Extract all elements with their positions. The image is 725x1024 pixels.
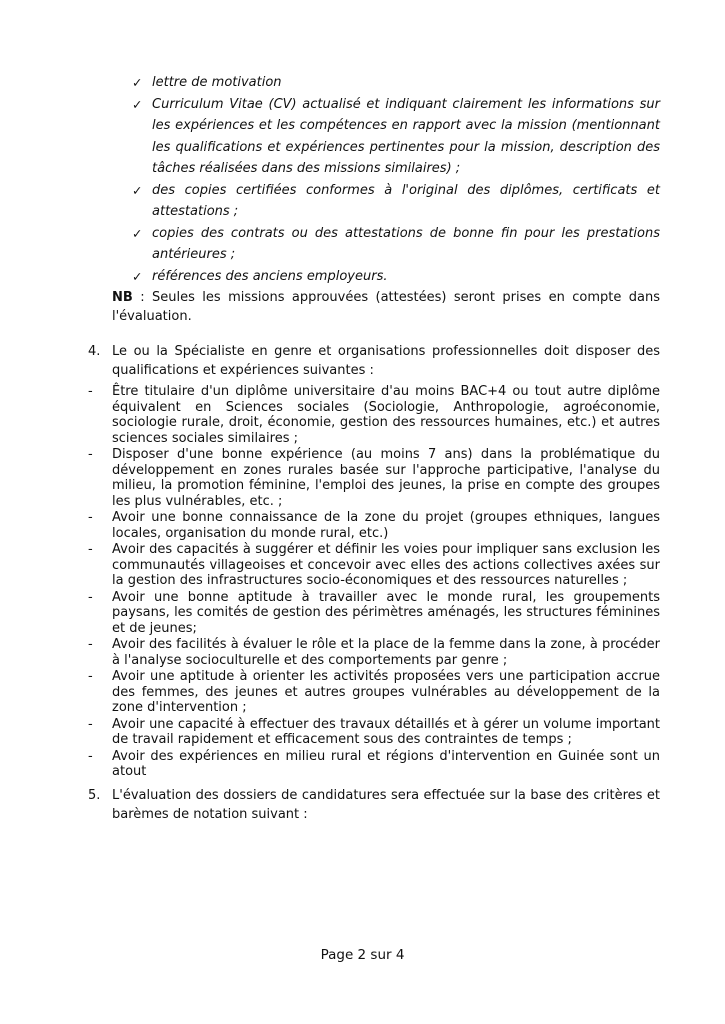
- section-5-paragraph: [88, 786, 660, 824]
- checkmark-icon: ✓: [132, 182, 143, 198]
- list-item: - Avoir une capacité à effectuer des travaux détaillés et à gérer un volume important de travail rapidement et efficacement sous des contraintes de temps ;: [88, 716, 660, 747]
- dash-bullet: -: [88, 716, 93, 732]
- dash-bullet: -: [88, 637, 93, 652]
- section-text: Le ou la Spécialiste en genre et organisations professionnelles doit disposer des qualifications et expériences suivantes :: [112, 344, 660, 378]
- checkmark-icon: ✓: [132, 268, 143, 284]
- checklist-item: ✓ références des anciens employeurs.: [132, 266, 660, 288]
- section-4-paragraph: [88, 342, 660, 380]
- page-number-footer: Page 2 sur 4: [320, 947, 405, 963]
- list-item: - Avoir une bonne connaissance de la zone du projet (groupes ethniques, langues locales, organisation du monde rural, etc.): [88, 510, 660, 541]
- checklist-item: ✓ copies des contrats ou des attestations de bonne fin pour les prestations antérieures ;: [132, 223, 660, 266]
- list-item: - Être titulaire d'un diplôme universitaire d'au moins BAC+4 ou tout autre diplôme équivalent en Sciences sociales (Sociologie, Anthropologie, agroéconomie, sociologie rurale, droit, économie, gestion des ressources humaines, etc.) et autres sciences sociales similaires ;: [88, 384, 660, 446]
- dash-bullet: -: [88, 589, 93, 605]
- dash-bullet: -: [88, 542, 93, 557]
- checklist-item: ✓ Curriculum Vitae (CV) actualisé et indiquant clairement les informations sur les expériences et les compétences en rapport avec la mission (mentionnant les qualifications et expériences pertinentes pour la mission, description des tâches réalisées dans des missions similaires) ;: [132, 94, 660, 180]
- required-documents-list: [132, 72, 660, 287]
- nb-text: : Seules les missions approuvées (attestées) seront prises en compte dans l'évaluation.: [112, 290, 660, 324]
- nb-note: [112, 288, 660, 326]
- list-item: - Avoir des capacités à suggérer et définir les voies pour impliquer sans exclusion les communautés villageoises et concevoir avec elles des actions collectives axées sur la gestion des infrastructures socio-économiques et des ressources naturelles ;: [88, 542, 660, 588]
- dash-bullet: -: [88, 510, 93, 525]
- dash-bullet: -: [88, 447, 93, 462]
- dash-bullet: -: [88, 748, 93, 764]
- nb-label: NB: [112, 290, 133, 305]
- list-item: - Avoir une bonne aptitude à travailler avec le monde rural, les groupements paysans, les comités de gestion des périmètres aménagés, les structures féminines et de jeunes;: [88, 589, 660, 636]
- dash-bullet: -: [88, 384, 93, 399]
- section-number: 5.: [88, 788, 101, 803]
- checklist-item: ✓ lettre de motivation: [132, 72, 660, 94]
- checklist-item: ✓ des copies certifiées conformes à l'original des diplômes, certificats et attestations ;: [132, 180, 660, 223]
- checkmark-icon: ✓: [132, 75, 143, 90]
- list-item: - Avoir une aptitude à orienter les activités proposées vers une participation accrue des femmes, des jeunes et autres groupes vulnérables au développement de la zone d'intervention ;: [88, 669, 660, 715]
- checkmark-icon: ✓: [132, 96, 143, 112]
- dash-bullet: -: [88, 669, 93, 684]
- section-text: L'évaluation des dossiers de candidatures sera effectuée sur la base des critères et barèmes de notation suivant :: [112, 788, 660, 822]
- qualifications-list: [88, 384, 660, 781]
- list-item: - Avoir des facilités à évaluer le rôle et la place de la femme dans la zone, à procéder à l'analyse socioculturelle et des comportements par genre ;: [88, 637, 660, 668]
- checkmark-icon: ✓: [132, 225, 143, 241]
- list-item: - Avoir des expériences en milieu rural et régions d'intervention en Guinée sont un atout: [88, 748, 660, 779]
- list-item: - Disposer d'une bonne expérience (au moins 7 ans) dans la problématique du développement en zones rurales basée sur l'approche participative, l'analyse du milieu, la promotion féminine, l'emploi des jeunes, la prise en compte des groupes les plus vulnérables, etc. ;: [88, 447, 660, 509]
- section-number: 4.: [88, 344, 101, 359]
